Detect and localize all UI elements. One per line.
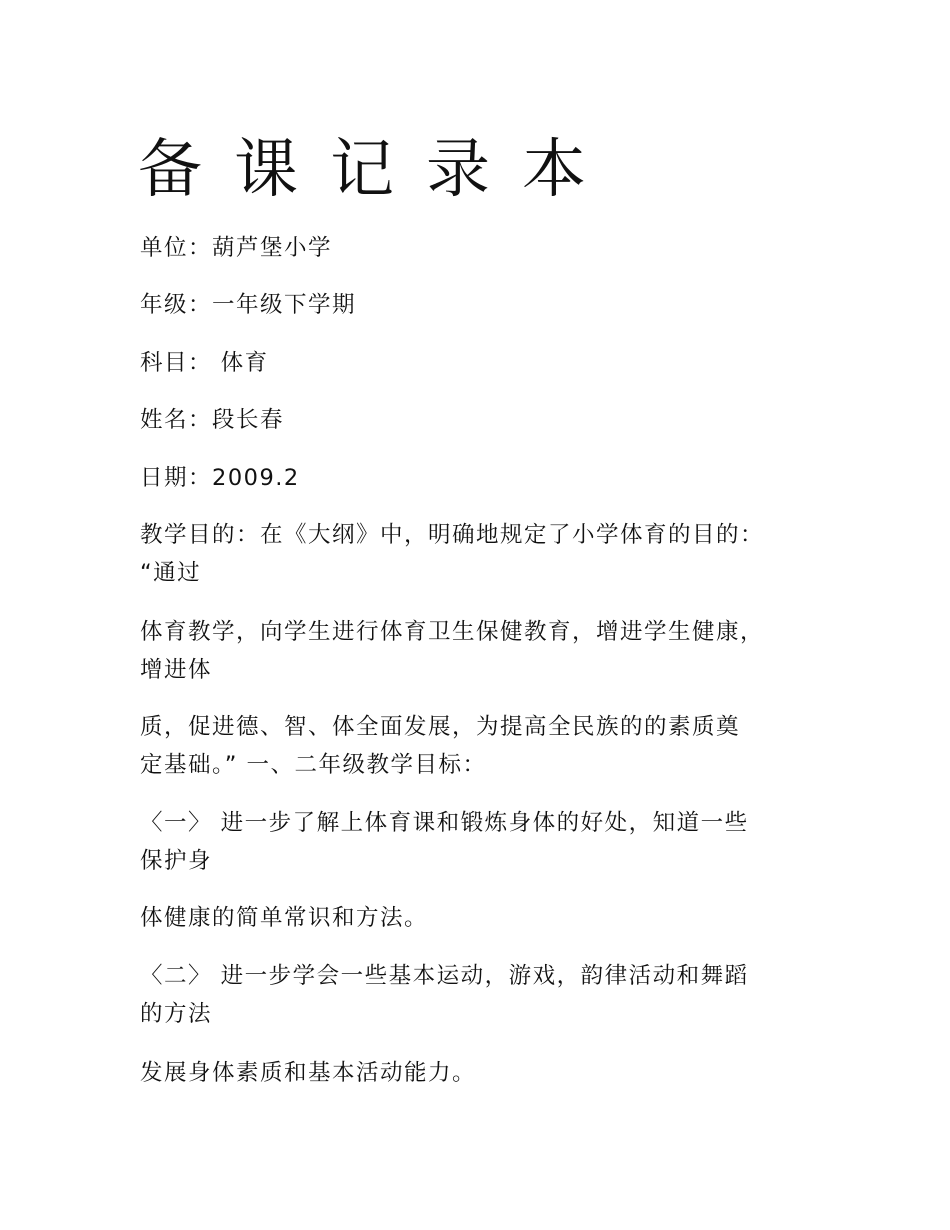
body-line: 发展身体素质和基本活动能力。 <box>140 1060 477 1086</box>
body-line: “通过 <box>140 560 202 586</box>
body-line: 〈二〉 进一步学会一些基本运动，游戏，韵律活动和舞蹈 <box>140 963 749 989</box>
info-subject: 科目： 体育 <box>140 350 269 376</box>
document-title: 备课记录本 <box>138 133 618 207</box>
info-unit: 单位：葫芦堡小学 <box>140 235 333 261</box>
body-line: 的方法 <box>140 1001 213 1027</box>
body-line: 增进体 <box>140 657 213 683</box>
body-line: 体育教学，向学生进行体育卫生保健教育，增进学生健康， <box>140 619 765 645</box>
body-line: 教学目的：在《大纲》中，明确地规定了小学体育的目的： <box>140 522 765 548</box>
body-line: 定基础。” 一、二年级教学目标： <box>140 752 487 778</box>
body-line: 质，促进德、智、体全面发展，为提高全民族的的素质奠 <box>140 714 741 740</box>
body-line: 保护身 <box>140 848 213 874</box>
body-line: 〈一〉 进一步了解上体育课和锻炼身体的好处，知道一些 <box>140 810 749 836</box>
info-name: 姓名：段长春 <box>140 407 285 433</box>
body-line: 体健康的简单常识和方法。 <box>140 905 429 931</box>
info-date: 日期：2009.2 <box>140 465 300 491</box>
info-grade: 年级：一年级下学期 <box>140 292 357 318</box>
